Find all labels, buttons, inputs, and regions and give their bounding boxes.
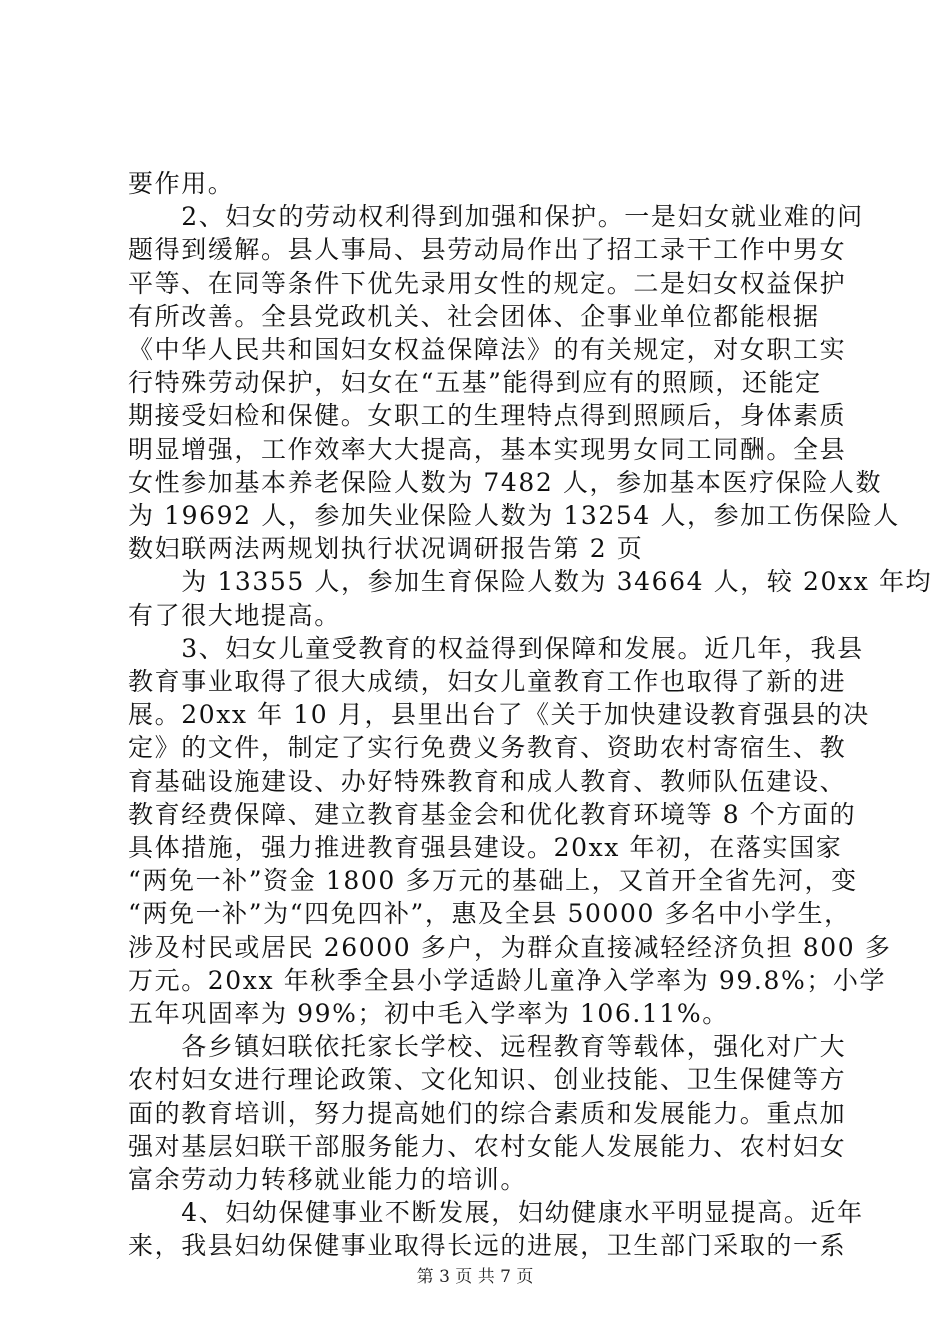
text-line: 期接受妇检和保健。女职工的生理特点得到照顾后，身体素质 [128,401,847,431]
text-line: 数妇联两法两规划执行状况调研报告第 2 页 [128,534,644,564]
text-line: 五年巩固率为 99%；初中毛入学率为 106.11%。 [128,999,729,1028]
text-line: 富余劳动力转移就业能力的培训。 [128,1165,528,1194]
text-line: 来，我县妇幼保健事业取得长远的进展，卫生部门采取的一系 [128,1231,847,1261]
text-line: 《中华人民共和国妇女权益保障法》的有关规定，对女职工实 [128,335,847,364]
text-line: 具体措施，强力推进教育强县建设。20xx 年初，在落实国家 [128,833,843,862]
text-line: 各乡镇妇联依托家长学校、远程教育等载体，强化对广大 [128,1032,847,1062]
text-line: 面的教育培训，努力提高她们的综合素质和发展能力。重点加 [128,1098,847,1128]
text-line: “两免一补”为“四免四补”，惠及全县 50000 多名中小学生， [128,899,851,929]
text-line: 育基础设施建设、办好特殊教育和成人教育、教师队伍建设、 [128,766,847,796]
text-line: 行特殊劳动保护，妇女在“五基”能得到应有的照顾，还能定 [128,368,822,398]
page-number-footer: 第 3 页 共 7 页 [416,1267,534,1287]
text-line: 女性参加基本养老保险人数为 7482 人，参加基本医疗保险人数 [128,467,883,497]
text-line: 强对基层妇联干部服务能力、农村女能人发展能力、农村妇女 [128,1131,847,1161]
text-line: 为 19692 人，参加失业保险人数为 13254 人，参加工伤保险人 [128,501,900,530]
text-line: 定》的文件，制定了实行免费义务教育、资助农村寄宿生、教 [128,733,847,763]
text-line: 展。20xx 年 10 月，县里出台了《关于加快建设教育强县的决 [128,700,870,730]
text-line: 2、妇女的劳动权利得到加强和保护。一是妇女就业难的问 [128,202,864,232]
text-line: 有了很大地提高。 [128,600,341,630]
text-line: 有所改善。全县党政机关、社会团体、企事业单位都能根据 [128,301,820,331]
text-line: 要作用。 [128,169,235,198]
text-line: 涉及村民或居民 26000 多户，为群众直接减轻经济负担 800 多 [128,932,892,962]
text-line: 4、妇幼保健事业不断发展，妇幼健康水平明显提高。近年 [128,1198,864,1228]
text-line: 教育经费保障、建立教育基金会和优化教育环境等 8 个方面的 [128,799,857,829]
text-line: 万元。20xx 年秋季全县小学适龄儿童净入学率为 99.8%；小学 [128,965,887,995]
text-line: 题得到缓解。县人事局、县劳动局作出了招工录干工作中男女 [128,235,847,265]
text-line: 为 13355 人，参加生育保险人数为 34664 人，较 20xx 年均 [128,567,933,597]
text-line: 3、妇女儿童受教育的权益得到保障和发展。近几年，我县 [128,633,864,663]
text-line: 明显增强，工作效率大大提高，基本实现男女同工同酬。全县 [128,434,847,464]
text-line: 教育事业取得了很大成绩，妇女儿童教育工作也取得了新的进 [128,667,847,696]
text-line: 农村妇女进行理论政策、文化知识、创业技能、卫生保健等方 [128,1065,847,1095]
text-line: 平等、在同等条件下优先录用女性的规定。二是妇女权益保护 [128,268,847,298]
text-line: “两免一补”资金 1800 多万元的基础上，又首开全省先河，变 [128,866,858,896]
